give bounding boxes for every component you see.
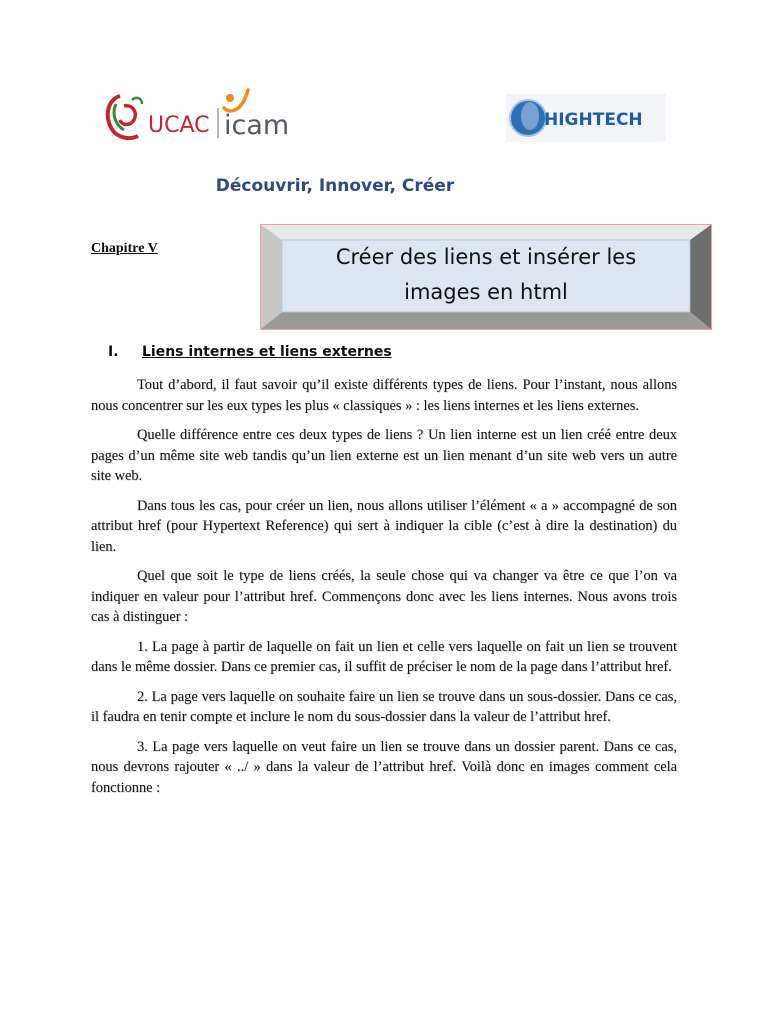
section-number: I.	[108, 344, 119, 360]
hightech-logo	[506, 94, 666, 142]
hightech-globe-icon	[510, 100, 546, 136]
ucac-logo-text: UCAC	[148, 113, 210, 138]
hightech-logo-text: HIGHTECH	[544, 110, 643, 130]
icam-logo-text: icam	[224, 110, 290, 141]
paragraph: 3. La page vers laquelle on veut faire un lien se trouve dans un dossier parent. Dans ce cas, nous devrons rajouter « ../ » dans la valeur de l’attribut href. Voilà donc en images comment cela fonctionne :	[91, 738, 677, 796]
title-line: Créer des liens et insérer les	[335, 245, 637, 269]
ucac-emblem-icon	[108, 96, 142, 138]
icam-person-icon	[224, 90, 248, 111]
section-heading	[108, 344, 392, 360]
paragraph: Quel que soit le type de liens créés, la seule chose qui va changer va être ce que l’on va indiquer en valeur pour l’attribut href. Commençons donc avec les liens internes. Nous avons trois cas à distinguer :	[91, 568, 677, 625]
paragraph: 2. La page vers laquelle on souhaite faire un lien se trouve dans un sous-dossier. Dans ce cas, il faudra en tenir compte et inclure le nom du sous-dossier dans la valeur de l’attribut href.	[91, 688, 677, 725]
paragraph: 1. La page à partir de laquelle on fait un lien et celle vers laquelle on fait un lien se trouvent dans le même dossier. Dans ce premier cas, il suffit de préciser le nom de la page dans l’attribut href.	[91, 638, 677, 675]
paragraph: Tout d’abord, il faut savoir qu’il existe différents types de liens. Pour l’instant, nous allons nous concentrer sur les eux types les plus « classiques » : les liens internes et les liens externes.	[91, 377, 677, 414]
slogan	[0, 176, 670, 196]
body-text	[91, 375, 677, 807]
section-title: Liens internes et liens externes	[142, 344, 392, 360]
paragraph: Quelle différence entre ces deux types de liens ? Un lien interne est un lien créé entre deux pages d’un même site web tandis qu’un lien externe est un lien menant d’un site web vers un autre site web.	[91, 427, 677, 484]
title-line: images en html	[404, 280, 568, 304]
paragraph: Dans tous les cas, pour créer un lien, nous allons utiliser l’élément « a » accompagné de son attribut href (pour Hypertext Reference) qui sert à indiquer la cible (c’est à dire la destination) du lien.	[91, 497, 677, 555]
ucac-icam-logo	[102, 86, 312, 144]
chapter-label: Chapitre V	[91, 241, 158, 256]
slogan-text: Découvrir, Innover, Créer	[215, 176, 455, 196]
page-title	[283, 240, 689, 310]
